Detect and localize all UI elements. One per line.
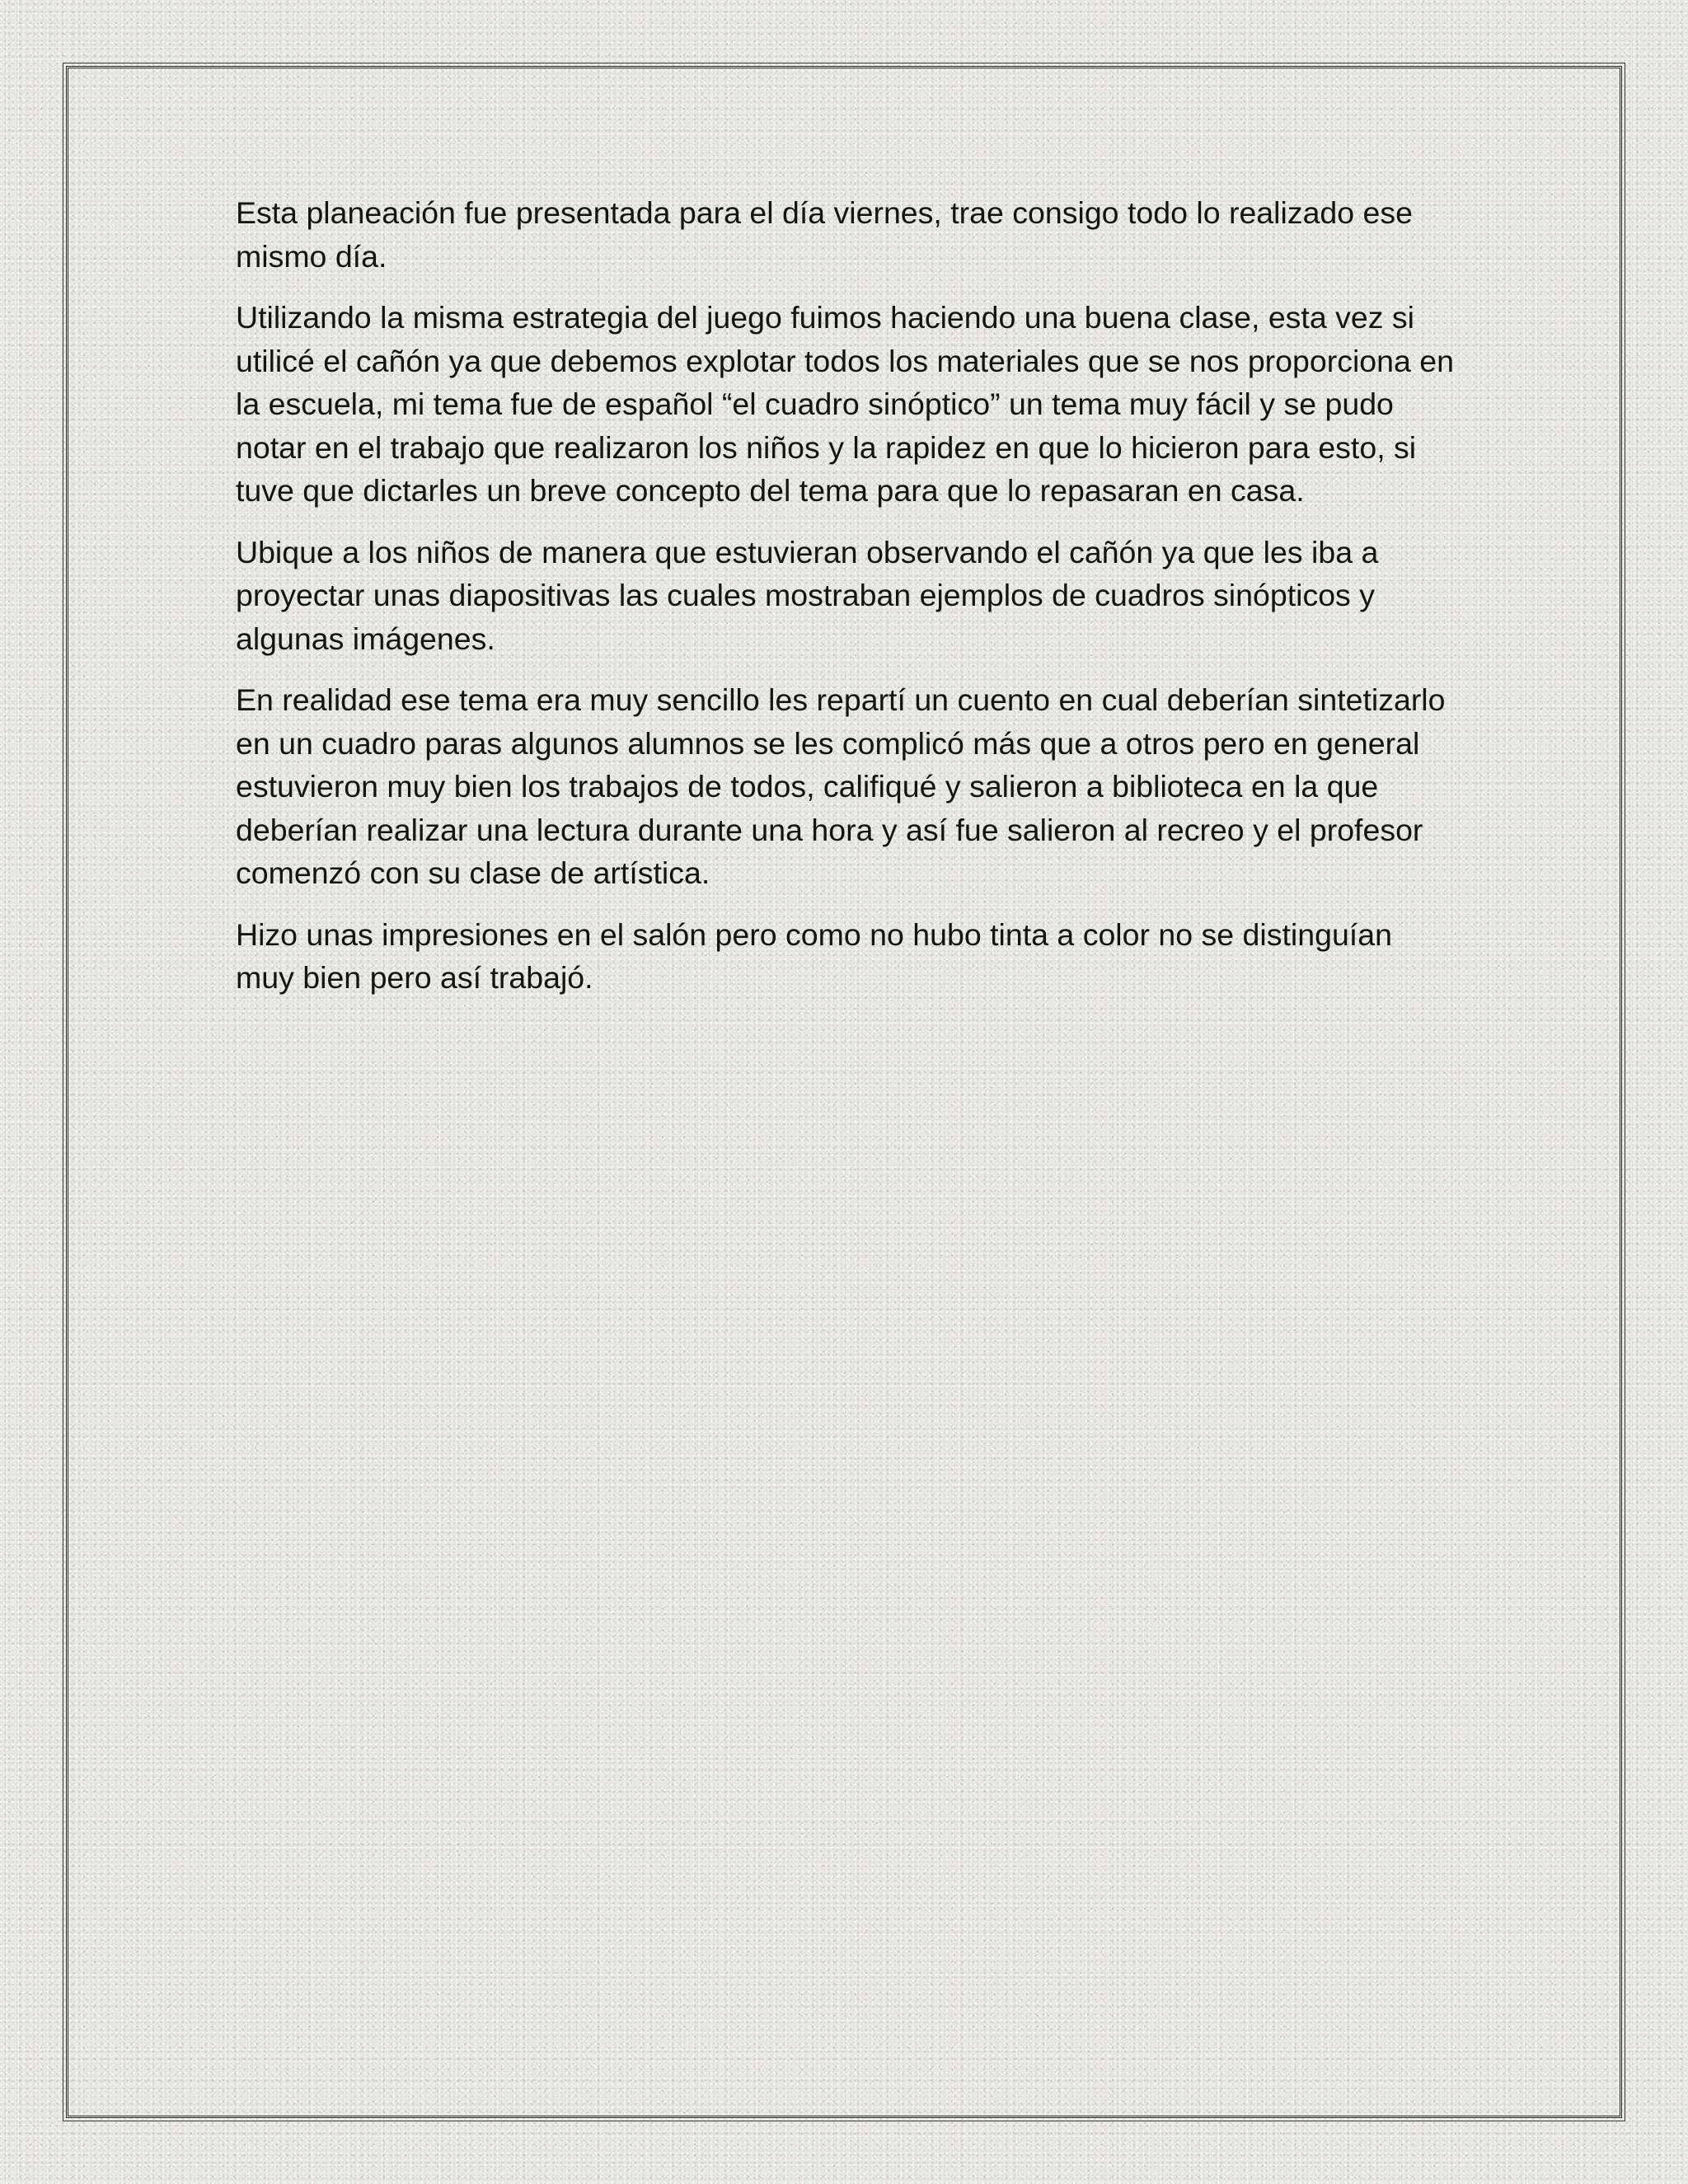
paragraph-5: Hizo unas impresiones en el salón pero como no hubo tinta a color no se distinguían muy bien pero así trabajó.	[236, 916, 1392, 995]
document-body	[236, 191, 1456, 1018]
paragraph-3: Ubique a los niños de manera que estuvieran observando el cañón ya que les iba a proyectar unas diapositivas las cuales mostraban ejemplos de cuadros sinópticos y algunas imágenes.	[236, 534, 1379, 656]
paragraph-1: Esta planeación fue presentada para el día viernes, trae consigo todo lo realizado ese mismo día.	[236, 195, 1414, 274]
paragraph-2: Utilizando la misma estrategia del juego fuimos haciendo una buena clase, esta vez si utilicé el cañón ya que debemos explotar todos los materiales que se nos proporciona en la escuela, mi tema fue de español “el cuadro sinóptico” un tema muy fácil y se pudo notar en el trabajo que realizaron los niños y la rapidez en que lo hicieron para esto, si tuve que dictarles un breve concepto del tema para que lo repasaran en casa.	[236, 300, 1454, 508]
paragraph-4: En realidad ese tema era muy sencillo les repartí un cuento en cual deberían sintetizarlo en un cuadro paras algunos alumnos se les complicó más que a otros pero en general estuvieron muy bien los trabajos de todos, califiqué y salieron a biblioteca en la que deberían realizar una lectura durante una hora y así fue salieron al recreo y el profesor comenzó con su clase de artística.	[236, 682, 1446, 890]
